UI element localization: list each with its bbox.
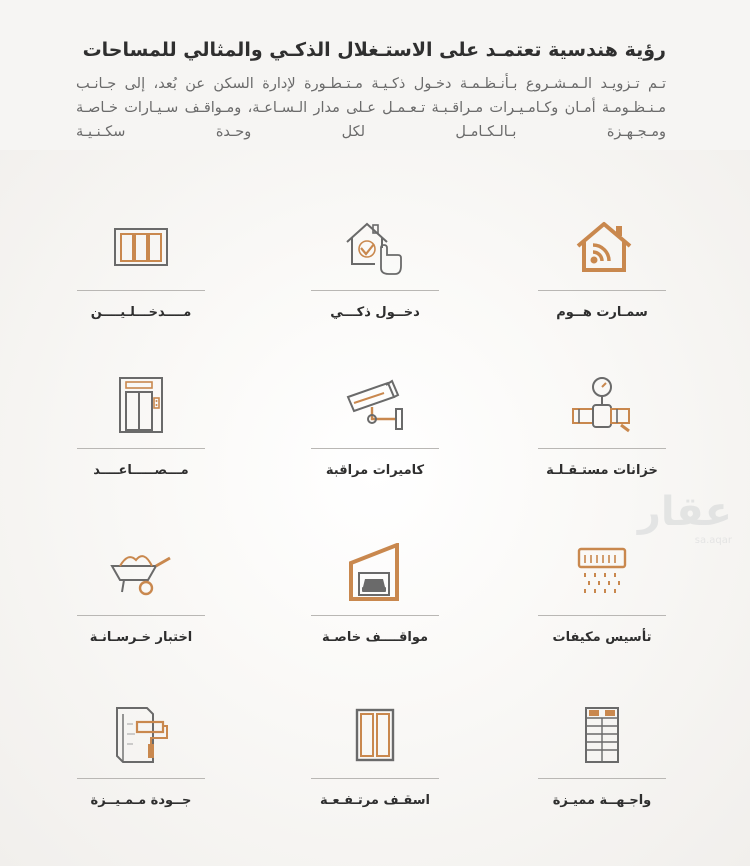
feature-label: تأسيس مكيفات [552, 630, 652, 645]
feature-ac-preparation [538, 535, 666, 645]
page-description: تـم تـزويـد الـمـشـروع بـأنـظـمـة دخـول ذكـيـة مـتـطـورة لإدارة السكن عن بُعد، إلى جـانـب مـنـظـومـة أمـان وكـامـيـرات مـراقـبـة تـعـمـل عـلى مدار الـسـاعـة، ومـواقـف سـيـارات خـاصـة ومـجـهـزة بـالـكـامـل لكل وحـدة سكـنـيـة [76, 76, 666, 140]
divider [77, 290, 205, 291]
feature-label: اختبار خـرسـانـة [89, 630, 193, 645]
feature-distinctive-facade [538, 698, 666, 808]
divider [77, 778, 205, 779]
feature-label: جــودة مـمـيــزة [90, 793, 192, 808]
feature-label: خزانات مستـقـلـة [546, 463, 658, 478]
feature-label: مــــدخـــلـيــــن [90, 305, 192, 320]
feature-label: واجـهــة مميـزة [552, 793, 652, 808]
feature-security-cameras [311, 368, 439, 478]
feature-label: مـــصـــــاعــــد [93, 463, 189, 478]
elevator-icon [77, 368, 205, 442]
air-conditioner-icon [538, 535, 666, 609]
divider [538, 615, 666, 616]
divider [77, 448, 205, 449]
double-door-icon [77, 210, 205, 284]
page-title: رؤية هندسية تعتمـد على الاستـغلال الذكـي والمثالي للمساحات [82, 39, 666, 61]
divider [311, 615, 439, 616]
divider [311, 778, 439, 779]
quality-icon [77, 698, 205, 772]
high-ceiling-icon [311, 698, 439, 772]
watermark-text: عقار [637, 489, 732, 535]
divider [538, 778, 666, 779]
feature-label: اسقـف مرتـفـعـة [320, 793, 430, 808]
feature-concrete-testing [77, 535, 205, 645]
smart-home-icon [538, 210, 666, 284]
divider [77, 615, 205, 616]
feature-independent-tanks [538, 368, 666, 478]
feature-private-parking [311, 535, 439, 645]
divider [538, 448, 666, 449]
facade-icon [538, 698, 666, 772]
feature-label: كاميرات مراقبة [325, 463, 425, 478]
feature-high-ceilings [311, 698, 439, 808]
feature-label: دخــول ذكـــي [330, 305, 420, 320]
feature-double-entrance [77, 210, 205, 320]
feature-distinctive-quality [77, 698, 205, 808]
feature-smart-entry [311, 210, 439, 320]
feature-label: مواقــــف خاصـة [321, 630, 429, 645]
parking-icon [311, 535, 439, 609]
feature-elevators [77, 368, 205, 478]
water-tank-icon [538, 368, 666, 442]
wheelbarrow-icon [77, 535, 205, 609]
feature-smart-home [538, 210, 666, 320]
divider [311, 290, 439, 291]
smart-entry-icon [311, 210, 439, 284]
divider [538, 290, 666, 291]
header [76, 36, 666, 144]
feature-label: سمـارت هــوم [556, 305, 648, 320]
watermark-subtext: sa.aqar [694, 535, 732, 546]
divider [311, 448, 439, 449]
security-camera-icon [311, 368, 439, 442]
